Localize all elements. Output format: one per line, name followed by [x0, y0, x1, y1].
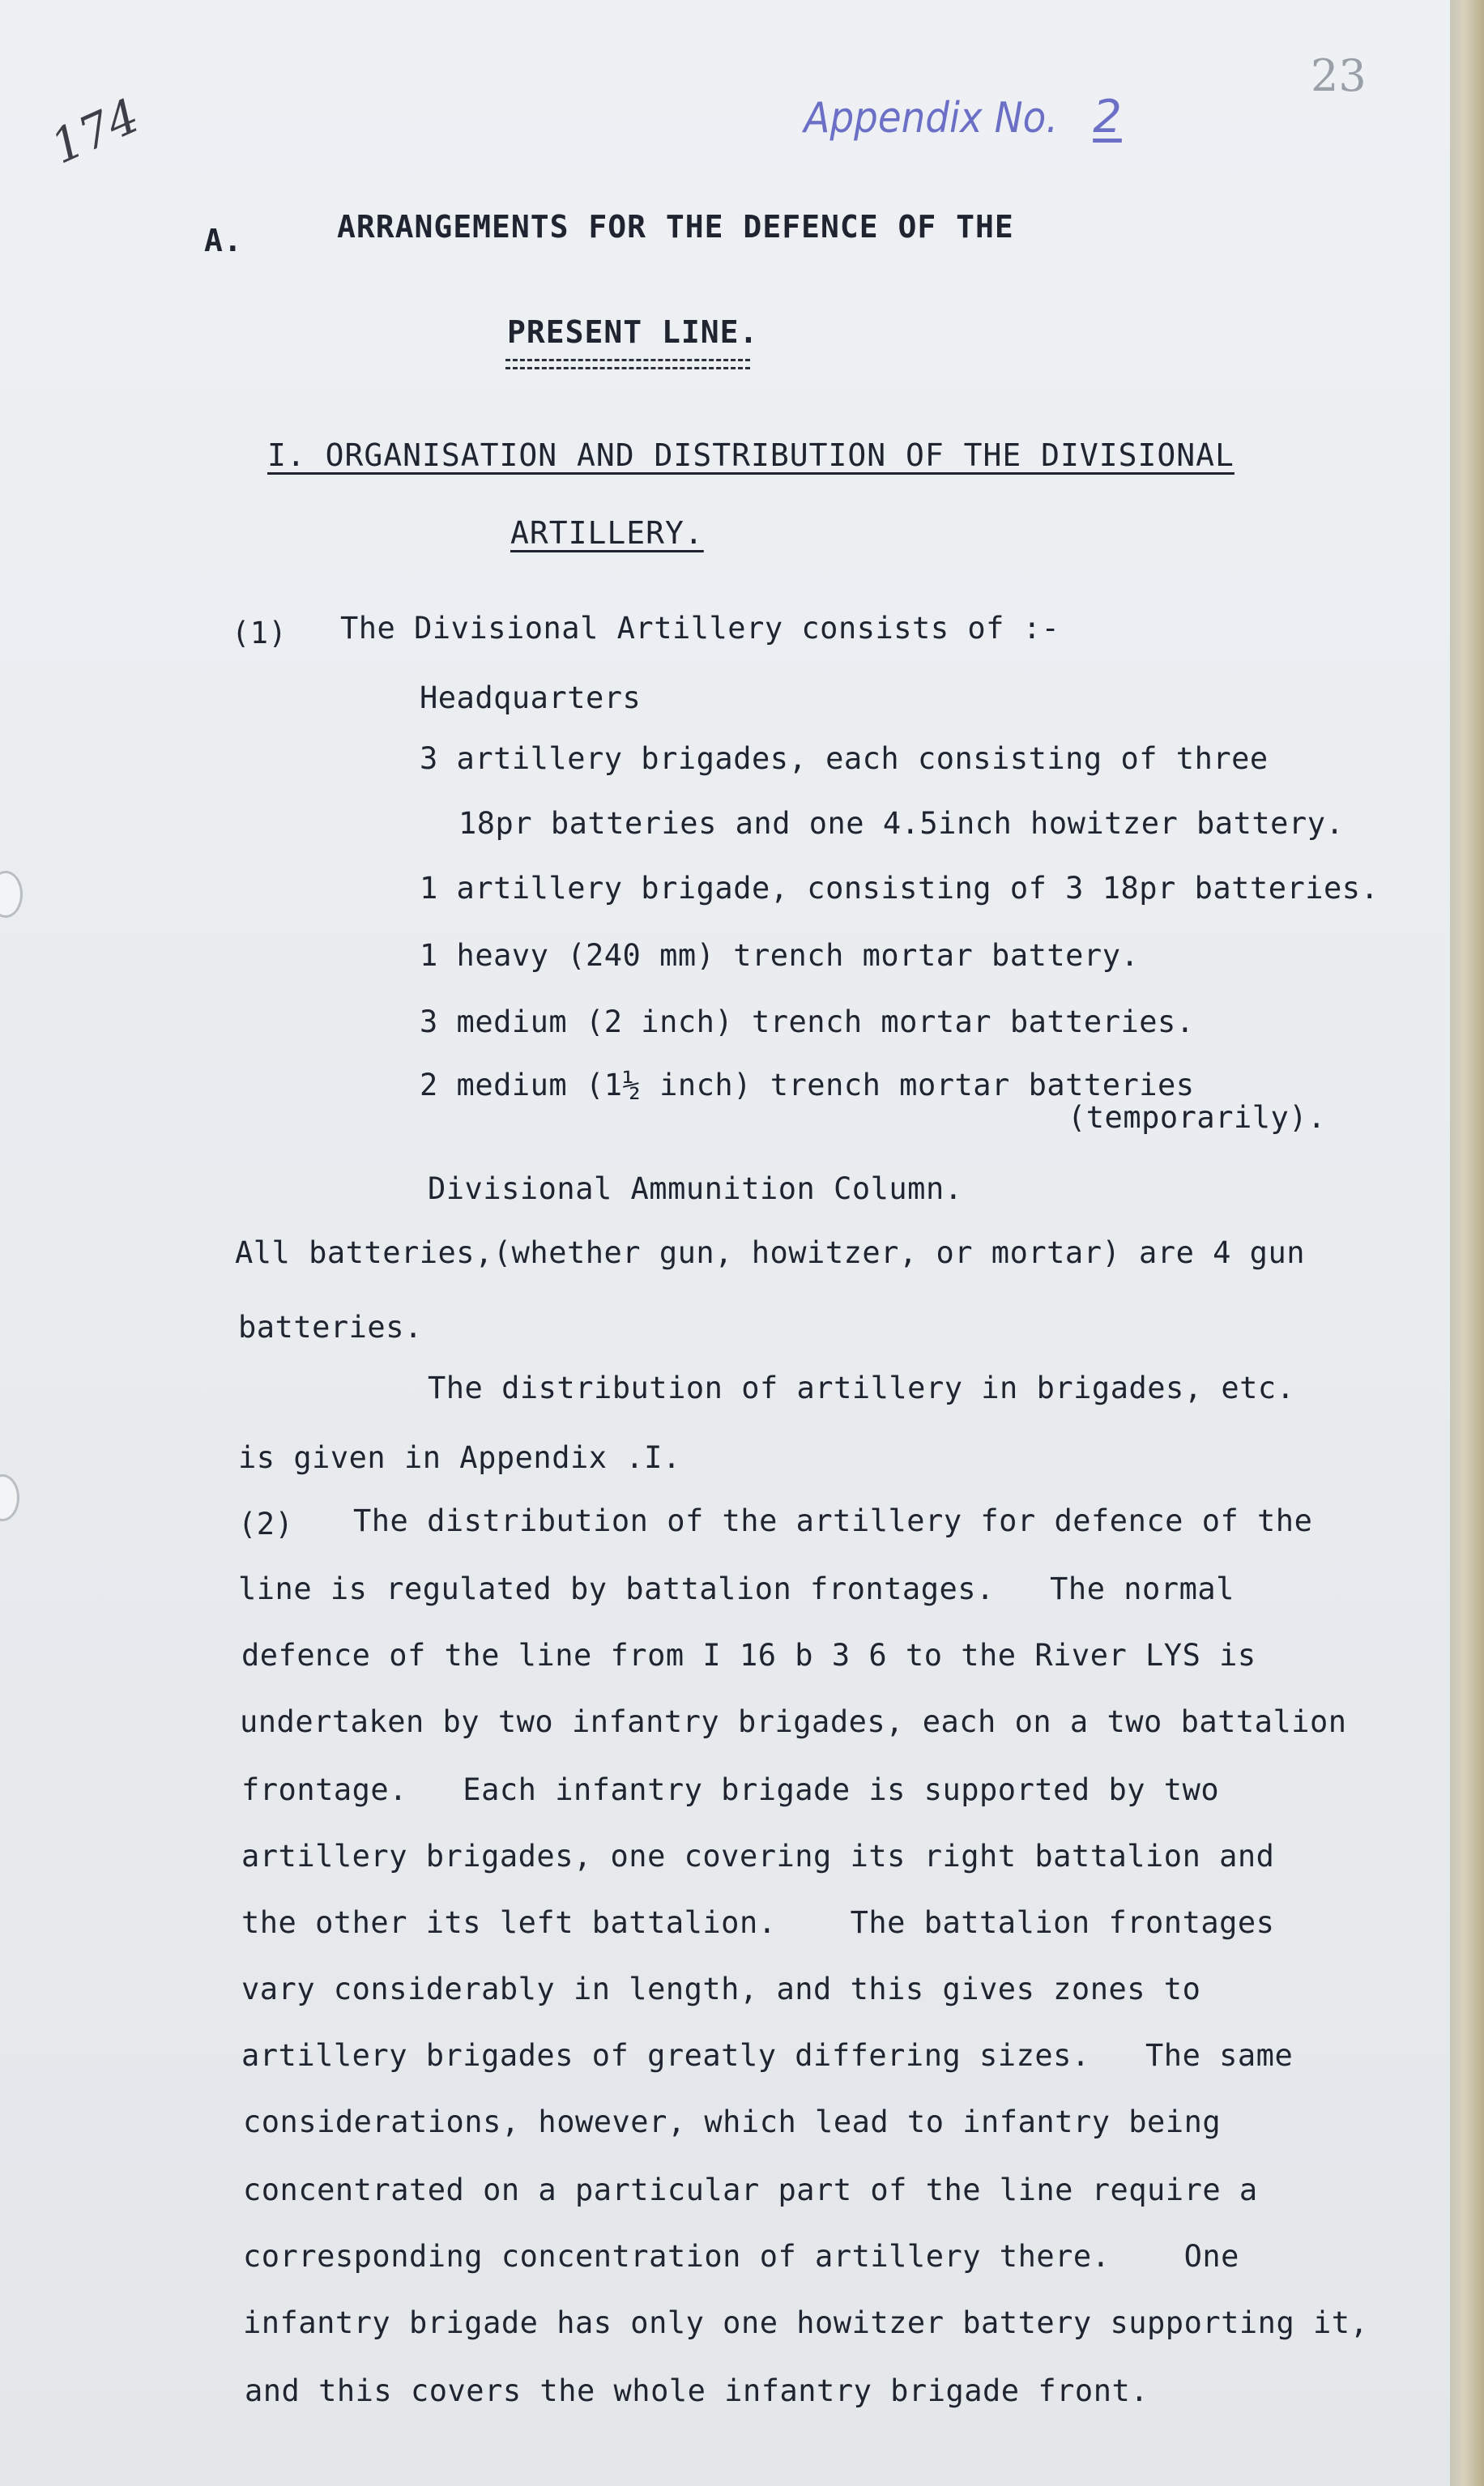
folio-number: 174 — [42, 87, 147, 175]
para1-item: 18pr batteries and one 4.5inch howitzer battery. — [458, 806, 1345, 841]
para2-line: defence of the line from I 16 b 3 6 to the River LYS is — [241, 1638, 1256, 1673]
para2-line: considerations, however, which lead to infantry being — [243, 2104, 1222, 2139]
para1-item: 2 medium (1½ inch) trench mortar batteries — [420, 1068, 1195, 1102]
para2-line: artillery brigades, one covering its right battalion and — [241, 1839, 1275, 1874]
appendix-number: 2 — [1093, 91, 1122, 143]
para1-intro: The Divisional Artillery consists of :- — [340, 611, 1060, 646]
page-number: 23 — [1311, 50, 1367, 101]
para2-line: vary considerably in length, and this gives zones to — [241, 1972, 1201, 2006]
para1-item: (temporarily). — [1068, 1100, 1326, 1135]
para1-note-line-1: All batteries,(whether gun, howitzer, or mortar) are 4 gun — [235, 1235, 1306, 1270]
para1-item: Divisional Ammunition Column. — [428, 1171, 963, 1206]
page-edge — [1450, 0, 1484, 2486]
para2-line: concentrated on a particular part of the line require a — [243, 2173, 1258, 2207]
punch-hole-bottom — [0, 1474, 19, 1521]
para2-line: and this covers the whole infantry brigade front. — [245, 2373, 1149, 2408]
para2-line: the other its left battalion. The battalion frontages — [241, 1905, 1275, 1940]
para2-line: line is regulated by battalion frontages. The normal — [238, 1571, 1235, 1606]
para2-line: undertaken by two infantry brigades, each on a two battalion — [240, 1704, 1347, 1739]
para2-number: (2) — [238, 1507, 294, 1541]
section-heading-line-2: ARTILLERY. — [510, 515, 704, 551]
section-heading-line-1: I. ORGANISATION AND DISTRIBUTION OF THE DIVISIONAL — [267, 437, 1235, 473]
para2-line: artillery brigades of greatly differing sizes. The same — [241, 2038, 1294, 2073]
para2-line: frontage. Each infantry brigade is supported by two — [241, 1772, 1220, 1807]
para1-item: 3 medium (2 inch) trench mortar batteries. — [420, 1004, 1195, 1039]
para1-dist-line-1: The distribution of artillery in brigades, etc. — [428, 1371, 1295, 1405]
para1-number: (1) — [232, 616, 288, 650]
para1-note-line-2: batteries. — [238, 1310, 423, 1345]
para2-line: infantry brigade has only one howitzer battery supporting it, — [243, 2305, 1369, 2340]
title-letter: A. — [204, 223, 243, 258]
para1-dist-line-2: is given in Appendix .I. — [238, 1440, 681, 1475]
title-line-1: ARRANGEMENTS FOR THE DEFENCE OF THE — [337, 209, 1014, 245]
para2-line: The distribution of the artillery for defence of the — [353, 1503, 1313, 1538]
para1-item: 1 heavy (240 mm) trench mortar battery. — [420, 938, 1140, 973]
punch-hole-top — [0, 871, 23, 918]
para1-item: Headquarters — [420, 680, 642, 715]
para2-line: corresponding concentration of artillery there. One — [243, 2239, 1239, 2274]
para1-item: 1 artillery brigade, consisting of 3 18pr batteries. — [420, 871, 1380, 906]
title-line-2: PRESENT LINE. — [507, 314, 759, 350]
appendix-stamp — [790, 91, 1122, 143]
title-underline — [505, 359, 750, 369]
appendix-label: Appendix No. — [804, 94, 1059, 143]
para1-item: 3 artillery brigades, each consisting of three — [420, 741, 1269, 776]
